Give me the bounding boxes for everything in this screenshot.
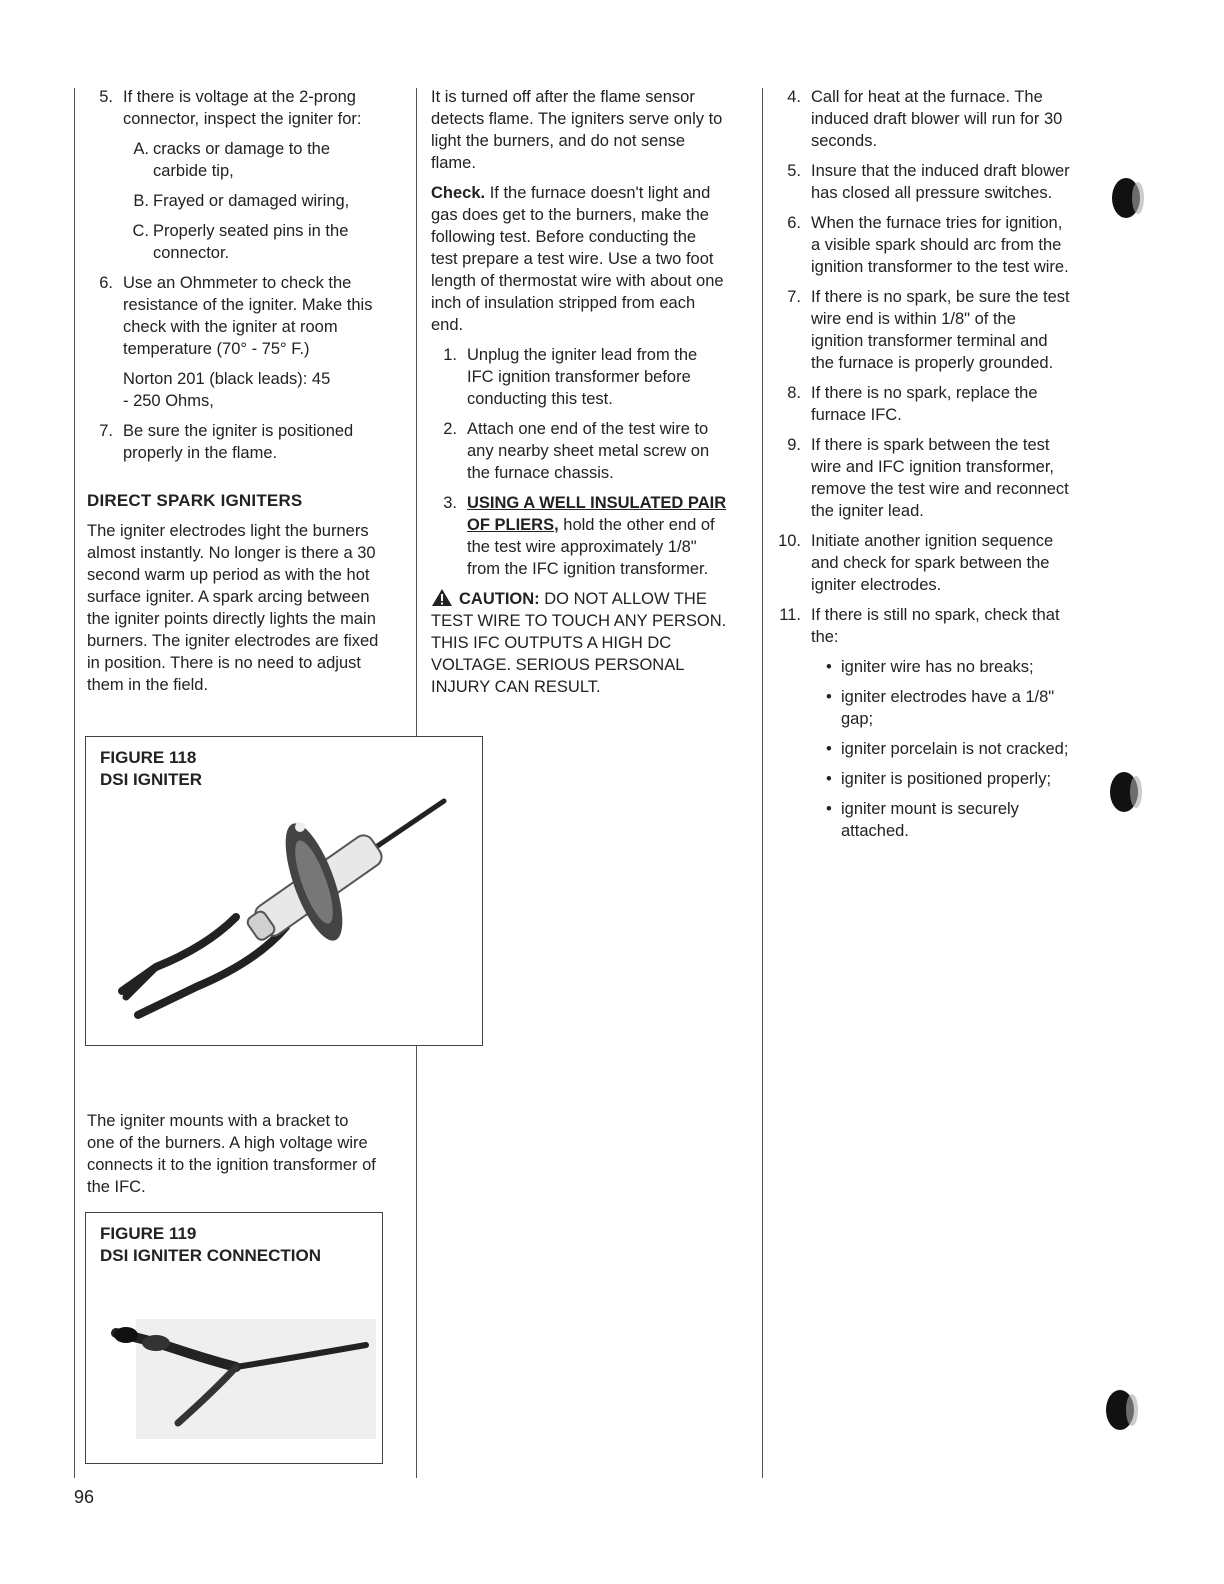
sub-item [123,190,387,212]
step-text-rest: hold the other end of the test wire approximately 1/8" from the IFC ignition transformer. [467,516,715,578]
step-text: When the furnace tries for ignition, a visible spark should arc from the ignition transformer to the test wire. [811,214,1069,276]
step-number: 3. [443,494,457,512]
bullet-text: igniter electrodes have a 1/8" gap; [841,688,1055,728]
check-paragraph [431,182,727,336]
step-number: 11. [779,606,801,624]
bullet-dot: • [826,740,832,758]
binder-hole-mark [1106,770,1146,814]
igniter-illustration [86,787,482,1027]
step-text: Be sure the igniter is positioned properly in the flame. [123,422,354,462]
step-item [431,492,727,580]
section-heading: DIRECT SPARK IGNITERS [87,491,303,510]
resistance-note: Norton 201 (black leads): 45 - 250 Ohms, [123,370,331,410]
step-item [431,344,727,410]
step-item [775,86,1071,152]
step-number: 7. [787,288,801,306]
figure-label: FIGURE 118 [100,748,197,767]
sub-item [123,220,387,264]
sub-item-letter: B. [133,192,149,210]
middle-column [431,86,727,706]
step-text: Insure that the induced draft blower has closed all pressure switches. [811,162,1070,202]
sub-item-letter: C. [132,222,149,240]
binder-hole-mark [1102,1388,1142,1432]
figure-caption: DSI IGNITER CONNECTION [100,1246,322,1265]
step-text: If there is no spark, replace the furnace IFC. [811,384,1038,424]
bullet-item [826,656,1071,678]
caution-paragraph [431,588,727,698]
step-number: 5. [99,88,113,106]
bullet-text: igniter is positioned properly; [841,770,1052,788]
left-column [87,86,387,704]
step-item [775,530,1071,596]
paragraph: The igniter mounts with a bracket to one of the burners. A high voltage wire connects it to the ignition transformer of the IFC. [87,1112,376,1196]
bullet-item [826,768,1071,790]
step-number: 1. [443,346,457,364]
step-item [775,212,1071,278]
right-column [775,86,1071,850]
step-text: If there is voltage at the 2-prong connector, inspect the igniter for: [123,88,362,128]
left-column-lower [87,1110,377,1206]
step-emphasis: USING A WELL INSULATED PAIR OF PLIERS, [467,494,727,534]
step-number: 5. [787,162,801,180]
step-number: 2. [443,420,457,438]
igniter-connection-illustration [86,1289,382,1459]
step-text: Unplug the igniter lead from the IFC ignition transformer before conducting this test. [467,346,698,408]
step-number: 6. [787,214,801,232]
check-label: Check. [431,184,486,202]
step-number: 8. [787,384,801,402]
sub-item-text: Properly seated pins in the connector. [153,222,349,262]
step-number: 7. [99,422,113,440]
step-item [775,160,1071,204]
page-number: 96 [74,1487,95,1507]
step-item [775,382,1071,426]
bullet-text: igniter wire has no breaks; [841,658,1034,676]
step-item [87,86,387,264]
step-text: Attach one end of the test wire to any nearby sheet metal screw on the furnace chassis. [467,420,710,482]
step-number: 9. [787,436,801,454]
step-item [775,604,1071,842]
check-text: If the furnace doesn't light and gas does get to the burners, make the following test. Before conducting the test prepare a test wire. Use a two foot length of thermostat wire with about one inch of insulation stripped from each end. [431,184,724,334]
bullet-text: igniter porcelain is not cracked; [841,740,1069,758]
sub-item-text: Frayed or damaged wiring, [153,192,350,210]
sub-item-text: cracks or damage to the carbide tip, [153,140,331,180]
step-text: Call for heat at the furnace. The induced draft blower will run for 30 seconds. [811,88,1063,150]
figure-118 [85,736,483,1046]
bullet-item [826,798,1071,842]
caution-label: CAUTION: [459,590,540,608]
binder-hole-mark [1108,176,1148,220]
sub-item-letter: A. [133,140,149,158]
caution-text: DO NOT ALLOW THE TEST WIRE TO TOUCH ANY PERSON. THIS IFC OUTPUTS A HIGH DC VOLTAGE. SERIOUS PERSONAL INJURY CAN RESULT. [431,590,727,696]
sub-item [123,138,387,182]
figure-caption: DSI IGNITER [100,770,203,789]
bullet-dot: • [826,658,832,676]
right-column-rule [762,88,763,1478]
bullet-dot: • [826,770,832,788]
step-text: Use an Ohmmeter to check the resistance of the igniter. Make this check with the igniter at room temperature (70° - 75° F.) [123,274,373,358]
bullet-text: igniter mount is securely attached. [841,800,1019,840]
step-text: If there is no spark, be sure the test wire end is within 1/8" of the ignition transformer terminal and the furnace is properly grounded. [811,288,1070,372]
bullet-dot: • [826,800,832,818]
step-number: 4. [787,88,801,106]
step-number: 6. [99,274,113,292]
paragraph: The igniter electrodes light the burners almost instantly. No longer is there a 30 second warm up period as with the hot surface igniter. A spark arcing between the igniter points directly lights the main burners. The igniter electrodes are fixed in position. There is no need to adjust them in the field. [87,522,379,694]
step-item [87,272,387,360]
step-item [87,420,387,464]
step-item [431,418,727,484]
paragraph: It is turned off after the flame sensor detects flame. The igniters serve only to light the burners, and do not sense flame. [431,88,723,172]
figure-label: FIGURE 119 [100,1224,197,1243]
warning-icon [431,588,453,607]
step-text [467,492,727,580]
bullet-item [826,686,1071,730]
step-text: If there is spark between the test wire and IFC ignition transformer, remove the test wire and reconnect the igniter lead. [811,436,1069,520]
step-text: If there is still no spark, check that the: [811,606,1060,646]
step-text: Initiate another ignition sequence and check for spark between the igniter electrodes. [811,532,1054,594]
figure-119 [85,1212,383,1464]
bullet-item [826,738,1071,760]
step-number: 10. [778,532,801,550]
left-column-rule [74,88,75,1478]
step-item [775,434,1071,522]
bullet-dot: • [826,688,832,706]
step-item [775,286,1071,374]
